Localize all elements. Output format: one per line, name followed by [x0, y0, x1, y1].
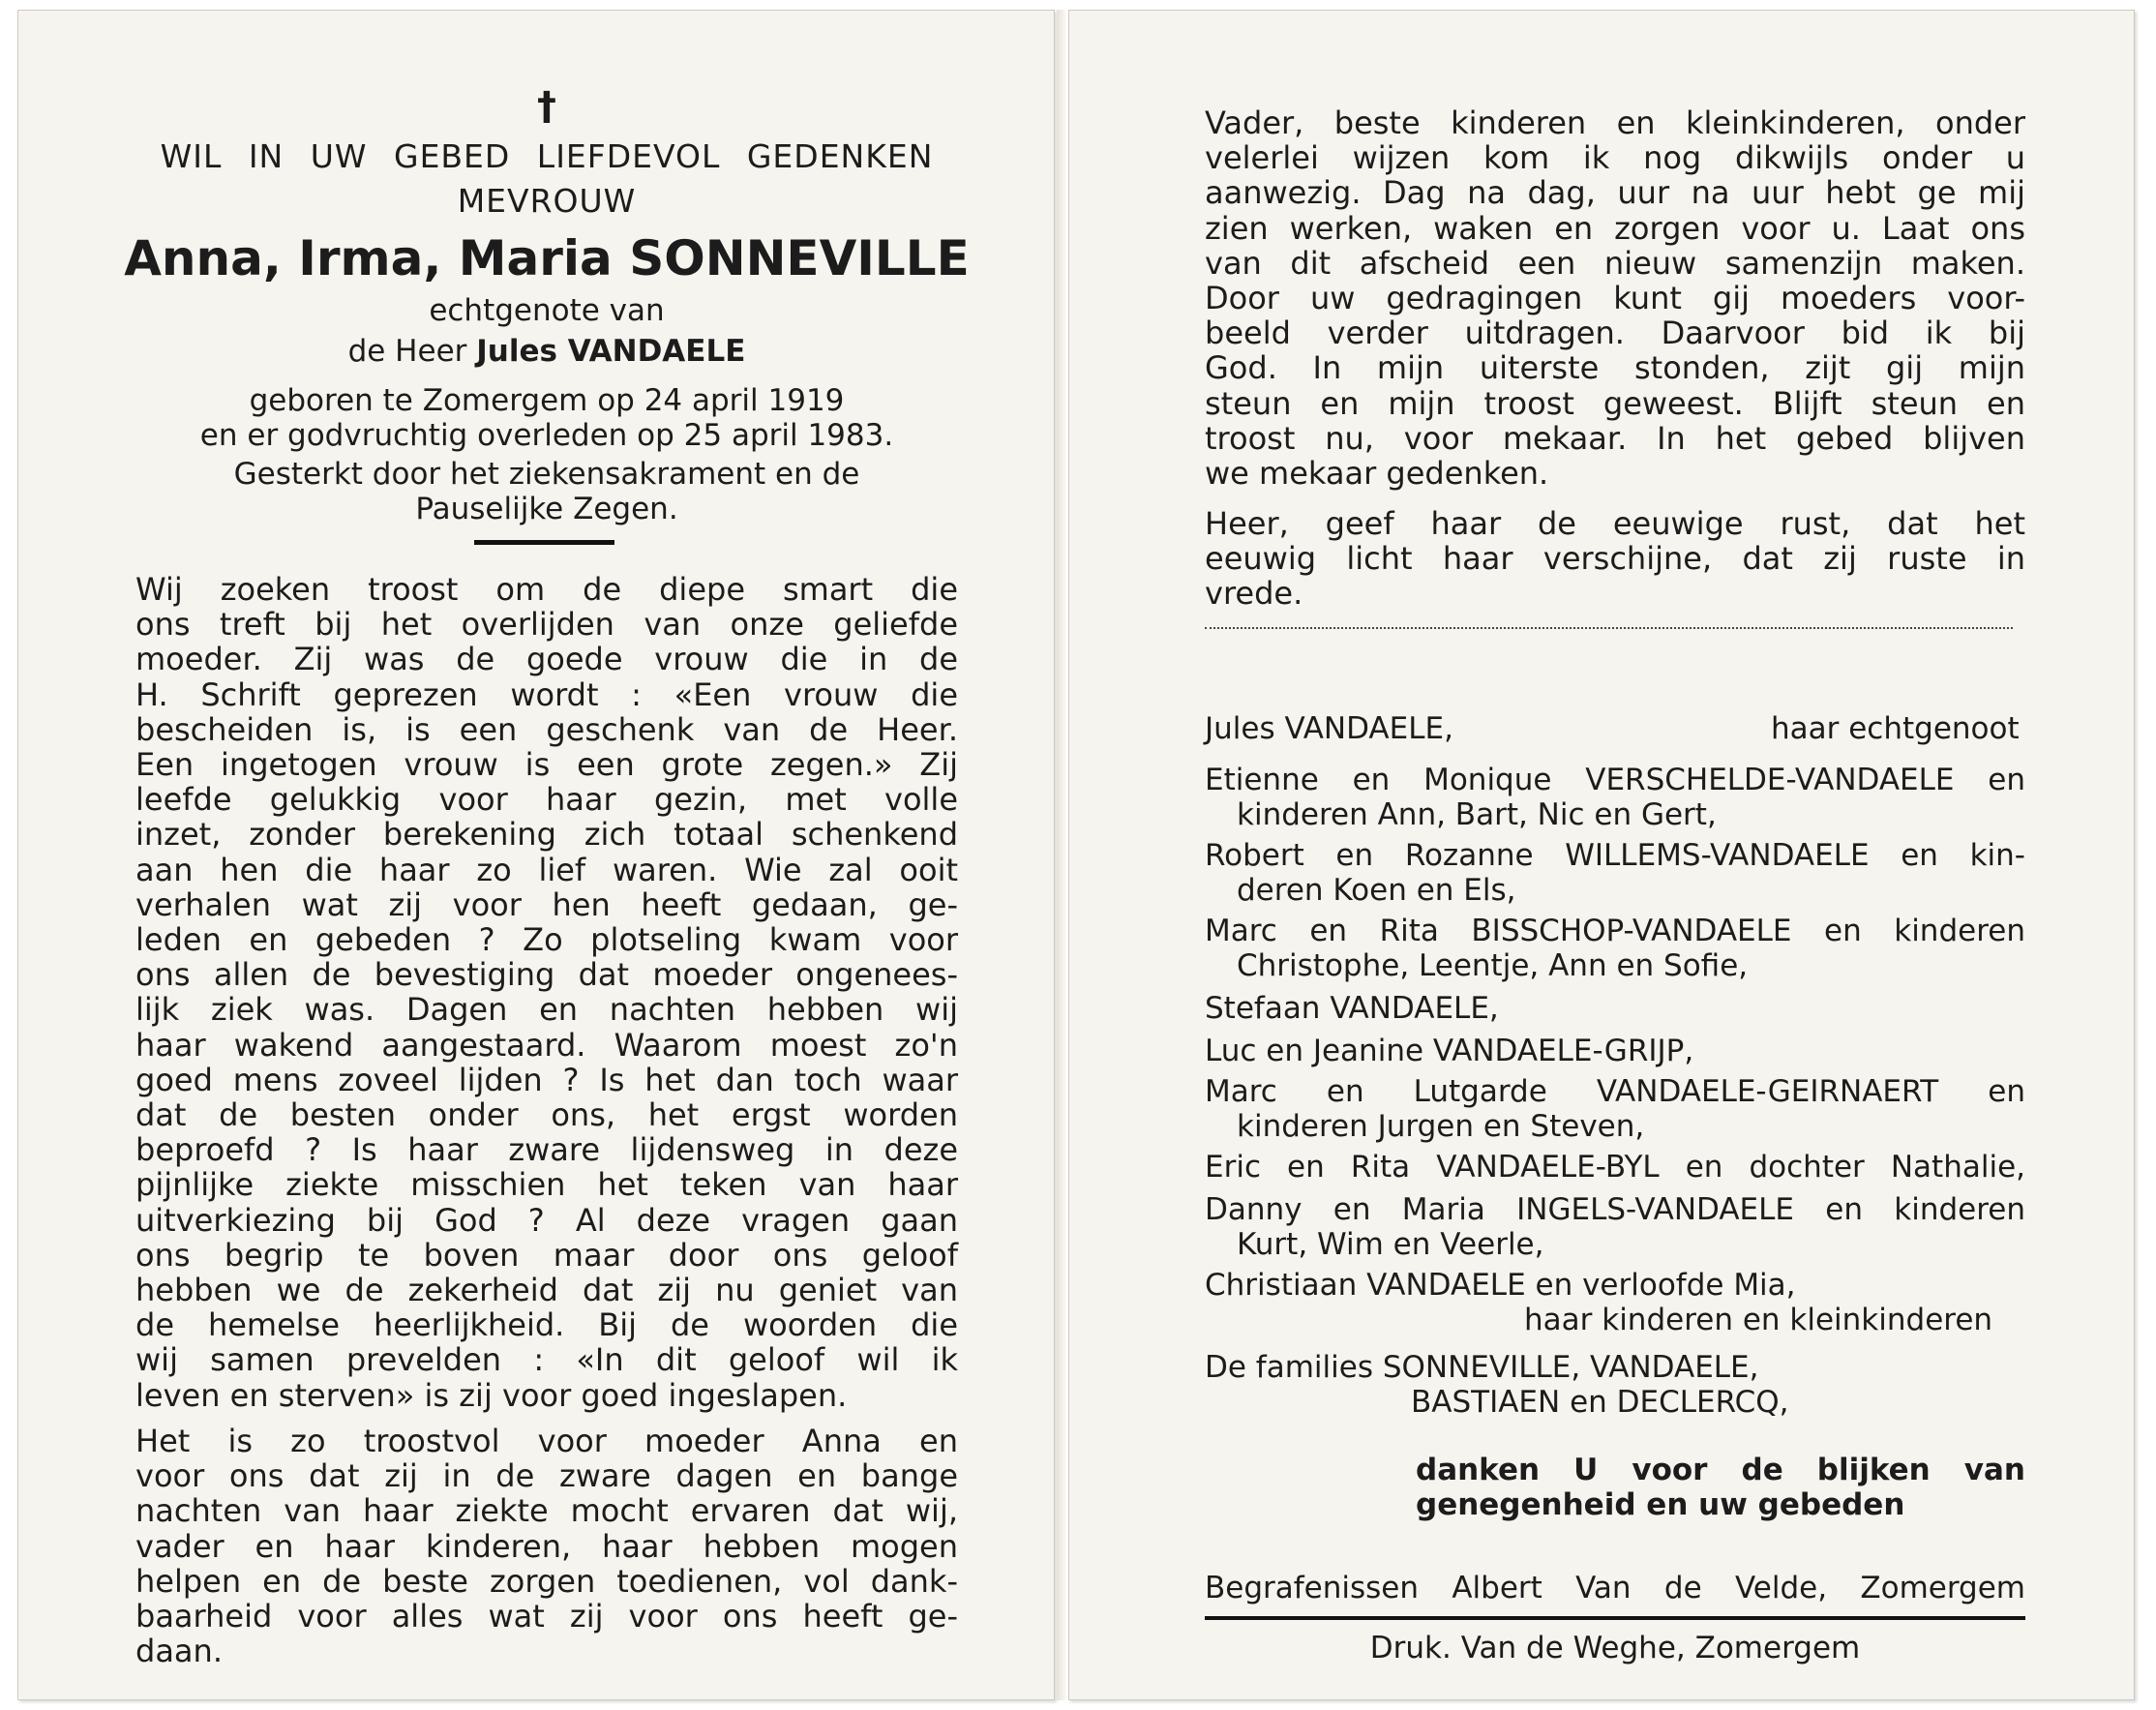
text-line: beproefd ? Is haar zware lijdensweg in deze: [135, 1131, 958, 1169]
family-line: Christiaan VANDAELE en verloofde Mia,: [1205, 1268, 1796, 1303]
text-line: vader en haar kinderen, haar hebben mogen: [135, 1527, 958, 1565]
spouse-line: [131, 334, 963, 369]
printer-credit: Druk. Van de Weghe, Zomergem: [1369, 1631, 1861, 1665]
spouse-name: Jules VANDAELE: [476, 334, 746, 369]
family-line: Etienne en Monique VERSCHELDE-VANDAELE en: [1205, 763, 2025, 797]
text-line: baarheid voor alles wat zij voor ons heeft ge-: [135, 1598, 958, 1635]
family-line: Stefaan VANDAELE,: [1205, 991, 1499, 1026]
text-line: ons allen de bevestiging dat moeder ongenees-: [135, 956, 958, 994]
thanks-line-2: genegenheid en uw gebeden: [1416, 1487, 1905, 1522]
text-line: Door uw gedragingen kunt gij moeders voor-: [1205, 280, 2025, 316]
cross-icon: †: [537, 84, 556, 129]
death-line: en er godvruchtig overleden op 25 april 1983.: [199, 418, 894, 453]
text-line: pijnlijke ziekte misschien het teken van haar: [135, 1166, 958, 1204]
text-line: bescheiden is, is een geschenk van de Heer.: [135, 710, 958, 748]
text-line: leefde gelukkig voor haar gezin, met volle: [135, 781, 958, 819]
text-line: troost nu, voor mekaar. In het gebed blijven: [1205, 419, 2025, 457]
family-line: Eric en Rita VANDAELE-BYL en dochter Nathalie,: [1205, 1150, 2025, 1185]
text-line: H. Schrift geprezen wordt : «Een vrouw die: [135, 675, 958, 713]
text-line: goed mens zoveel lijden ? Is het dan toch waar: [135, 1061, 958, 1098]
text-line: aanwezig. Dag na dag, uur na uur hebt ge mij: [1205, 174, 2025, 212]
text-line: dat de besten onder ons, het ergst worden: [135, 1096, 958, 1133]
families-line-2: BASTIAEN en DECLERCQ,: [1411, 1385, 1789, 1420]
text-line: hebben we de zekerheid dat zij nu geniet van: [135, 1272, 958, 1308]
spouse-intro: echtgenote van: [429, 293, 665, 328]
card-fold: [1057, 10, 1066, 1700]
text-line: uitverkiezing bij God ? Al deze vragen gaan: [135, 1201, 958, 1239]
text-line: wij samen prevelden : «In dit geloof wil ik: [135, 1341, 958, 1379]
deceased-name: Anna, Irma, Maria SONNEVILLE: [124, 230, 970, 286]
family-line: kinderen Ann, Bart, Nic en Gert,: [1237, 797, 1717, 832]
text-line: inzet, zonder berekening zich totaal schenkend: [135, 816, 958, 854]
children-role: haar kinderen en kleinkinderen: [1524, 1303, 1993, 1337]
text-line: moeder. Zij was de goede vrouw die in de: [135, 641, 958, 678]
text-line: voor ons dat zij in de zware dagen en bange: [135, 1457, 958, 1495]
spouse-prefix: de Heer: [347, 334, 467, 369]
text-line: leden en gebeden ? Zo plotseling kwam voor: [135, 921, 958, 958]
text-line: beeld verder uitdragen. Daarvoor bid ik bij: [1205, 315, 2025, 352]
family-line: Luc en Jeanine VANDAELE-GRIJP,: [1205, 1034, 1694, 1068]
family-line: Kurt, Wim en Veerle,: [1237, 1227, 1544, 1262]
spouse-family-name: Jules VANDAELE,: [1205, 711, 1453, 746]
text-line: Het is zo troostvol voor moeder Anna en: [135, 1423, 958, 1459]
family-line: Christophe, Leentje, Ann en Sofie,: [1237, 948, 1749, 983]
text-line: Wij zoeken troost om de diepe smart die: [135, 571, 958, 608]
families-line-1: De families SONNEVILLE, VANDAELE,: [1205, 1350, 1759, 1385]
text-line: helpen en de beste zorgen toedienen, vol dank-: [135, 1562, 958, 1600]
text-line: lijk ziek was. Dagen en nachten hebben wij: [135, 991, 958, 1029]
text-line: Vader, beste kinderen en kleinkinderen, onder: [1205, 105, 2025, 141]
text-line: zien werken, waken en zorgen voor u. Laat ons: [1205, 209, 2025, 247]
text-line: aan hen die haar zo lief waren. Wie zal ooit: [135, 851, 958, 888]
text-line: Heer, geef haar de eeuwige rust, dat het: [1205, 505, 2025, 542]
text-line: vrede.: [1205, 575, 1303, 613]
text-line: verhalen wat zij voor hen heeft gedaan, ge-: [135, 885, 958, 923]
text-line: de hemelse heerlijkheid. Bij de woorden die: [135, 1306, 958, 1344]
family-line: Robert en Rozanne WILLEMS-VANDAELE en kin-: [1205, 838, 2025, 873]
text-line: nachten van haar ziekte mocht ervaren dat wij,: [135, 1492, 958, 1530]
family-line: Danny en Maria INGELS-VANDAELE en kinderen: [1205, 1192, 2025, 1227]
sacrament-line-2: Pauselijke Zegen.: [415, 492, 678, 526]
text-line: ons treft bij het overlijden van onze geliefde: [135, 606, 958, 644]
family-line: deren Koen en Els,: [1237, 873, 1516, 908]
spouse-role: haar echtgenoot: [1771, 711, 2020, 746]
text-line: haar wakend aangestaard. Waarom moest zo'n: [135, 1026, 958, 1064]
sacrament-line-1: Gesterkt door het ziekensakrament en de: [233, 457, 860, 492]
text-line: velerlei wijzen kom ik nog dikwijls onder u: [1205, 139, 2025, 177]
text-line: we mekaar gedenken.: [1205, 455, 1549, 492]
text-line: daan.: [135, 1633, 223, 1670]
text-line: ons begrip te boven maar door ons geloof: [135, 1236, 958, 1274]
family-line: kinderen Jurgen en Steven,: [1237, 1109, 1645, 1144]
funeral-home: Begrafenissen Albert Van de Velde, Zomergem: [1205, 1571, 2025, 1605]
dotted-separator: [1205, 627, 2013, 629]
birth-line: geboren te Zomergem op 24 april 1919: [249, 383, 845, 418]
text-line: Een ingetogen vrouw is een grote zegen.» Zij: [135, 746, 958, 783]
text-line: van dit afscheid een nieuw samenzijn maken.: [1205, 244, 2025, 282]
mevrouw-label: MEVROUW: [457, 182, 637, 220]
text-line: steun en mijn troost geweest. Blijft steun en: [1205, 384, 2025, 422]
footer-rule: [1205, 1616, 2025, 1620]
divider-rule: [474, 540, 614, 545]
text-line: eeuwig licht haar verschijne, dat zij ruste in: [1205, 540, 2025, 578]
thanks-line-1: danken U voor de blijken van: [1416, 1453, 2025, 1487]
text-line: leven en sterven» is zij voor goed ingeslapen.: [135, 1376, 848, 1414]
family-line: Marc en Rita BISSCHOP-VANDAELE en kinderen: [1205, 914, 2025, 948]
family-line: Marc en Lutgarde VANDAELE-GEIRNAERT en: [1205, 1074, 2025, 1109]
memorial-header: WIL IN UW GEBED LIEFDEVOL GEDENKEN: [160, 137, 934, 175]
text-line: God. In mijn uiterste stonden, zijt gij mijn: [1205, 349, 2025, 387]
